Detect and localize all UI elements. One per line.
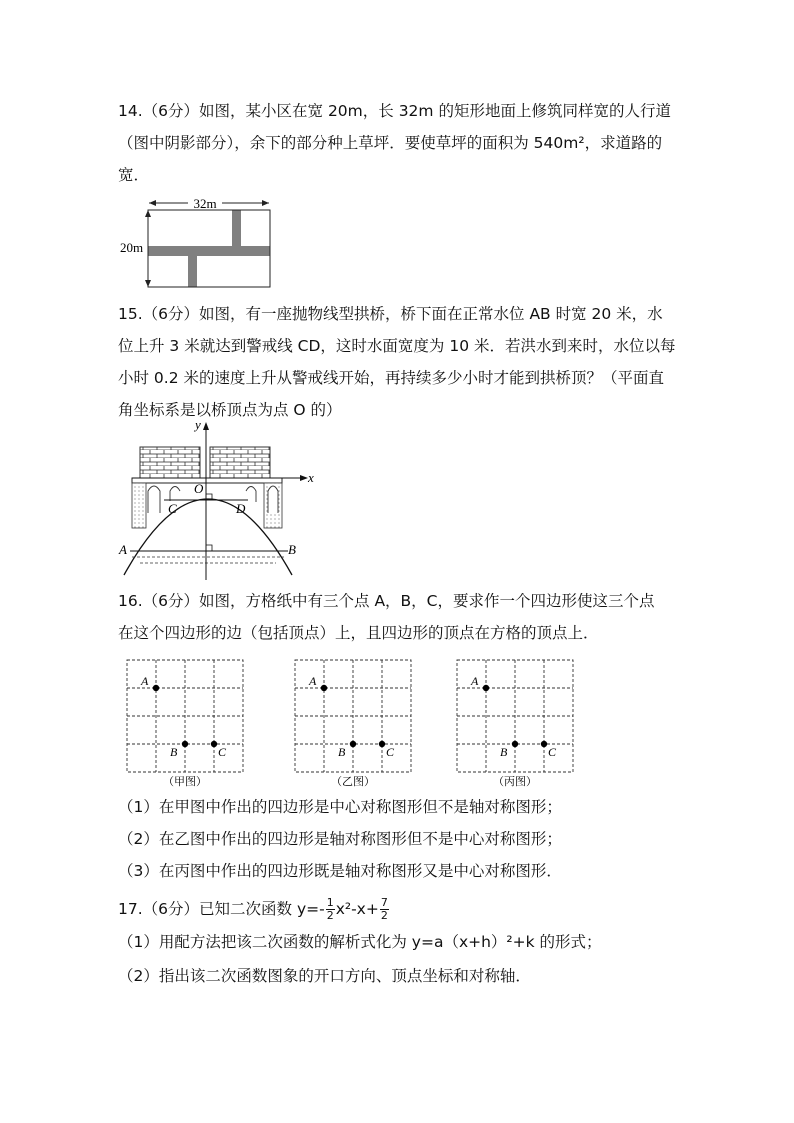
q15-bridge-figure	[118, 418, 328, 583]
q16-part-3: （3）在丙图中作出的四边形既是轴对称图形又是中心对称图形．	[118, 862, 562, 880]
height-label: 20m	[120, 240, 144, 255]
q14-line-3: 宽．	[118, 166, 150, 184]
label-o: O	[194, 481, 204, 496]
q15-line-2: 位上升 3 米就达到警戒线 CD，这时水面宽度为 10 米．若洪水到来时，水位以每	[118, 337, 676, 355]
point-c	[541, 741, 547, 747]
label-a: A	[141, 674, 149, 688]
q16-part-2: （2）在乙图中作出的四边形是轴对称图形但不是中心对称图形；	[118, 830, 562, 848]
point-a	[321, 685, 327, 691]
grid-yi	[288, 655, 416, 790]
q16-line-2: 在这个四边形的边（包括顶点）上，且四边形的顶点在方格的顶点上．	[118, 624, 599, 642]
grid-bing	[450, 655, 578, 790]
label-y: y	[195, 418, 201, 432]
label-b: B	[338, 745, 346, 759]
grid-caption: （甲图）	[163, 775, 207, 788]
q14-figure	[118, 193, 278, 291]
road-vertical-bottom	[188, 255, 197, 287]
railing-right	[210, 447, 270, 478]
label-b: B	[500, 745, 508, 759]
q17-part-1: （1）用配方法把该二次函数的解析式化为 y=a（x+h）²+k 的形式；	[118, 933, 602, 951]
fraction-numerator: 1	[326, 896, 334, 909]
label-b: B	[288, 542, 296, 557]
q15-line-1: 15.（6分）如图，有一座抛物线型拱桥，桥下面在正常水位 AB 时宽 20 米，水	[118, 305, 663, 323]
point-c	[379, 741, 385, 747]
q16-line-1: 16.（6分）如图，方格纸中有三个点 A，B，C，要求作一个四边形使这三个点	[118, 592, 655, 610]
point-a	[153, 685, 159, 691]
fraction-denominator: 2	[380, 909, 388, 922]
point-c	[211, 741, 217, 747]
fraction-seven-halves	[380, 897, 389, 922]
point-a	[483, 685, 489, 691]
label-a: A	[119, 542, 127, 557]
road-horizontal	[148, 246, 270, 256]
q15-line-4: 角坐标系是以桥顶点为点 O 的）	[118, 401, 342, 419]
point-b	[182, 741, 188, 747]
label-c: C	[168, 501, 177, 516]
q14-line-1: 14.（6分）如图，某小区在宽 20m，长 32m 的矩形地面上修筑同样宽的人行道	[118, 102, 671, 120]
point-b	[350, 741, 356, 747]
label-c: C	[386, 745, 395, 759]
grid-caption: （丙图）	[493, 775, 537, 788]
q17-line-1	[118, 896, 390, 922]
pier-left	[132, 483, 146, 528]
q17-prefix: 17.（6分）已知二次函数 y=-	[118, 900, 325, 918]
q17-middle: x²-x+	[335, 900, 379, 918]
width-label: 32m	[193, 196, 217, 211]
label-b: B	[170, 745, 178, 759]
point-b	[512, 741, 518, 747]
railing-left	[140, 447, 200, 478]
road-vertical-top	[232, 210, 241, 247]
fraction-one-half	[326, 897, 335, 922]
label-x: x	[308, 470, 314, 485]
grid-caption: （乙图）	[331, 775, 375, 788]
label-c: C	[548, 745, 557, 759]
q15-line-3: 小时 0.2 米的速度上升从警戒线开始，再持续多少小时才能到拱桥顶？（平面直	[118, 369, 665, 387]
grid-jia	[120, 655, 248, 790]
q17-part-2: （2）指出该二次函数图象的开口方向、顶点坐标和对称轴．	[118, 967, 531, 985]
q16-part-1: （1）在甲图中作出的四边形是中心对称图形但不是轴对称图形；	[118, 798, 562, 816]
label-d: D	[236, 501, 246, 516]
label-c: C	[218, 745, 227, 759]
q14-line-2: （图中阴影部分），余下的部分种上草坪．要使草坪的面积为 540m²，求道路的	[118, 134, 663, 152]
fraction-numerator: 7	[380, 896, 388, 909]
fraction-denominator: 2	[326, 909, 334, 922]
bridge-deck	[132, 478, 282, 483]
label-a: A	[471, 674, 479, 688]
label-a: A	[309, 674, 317, 688]
